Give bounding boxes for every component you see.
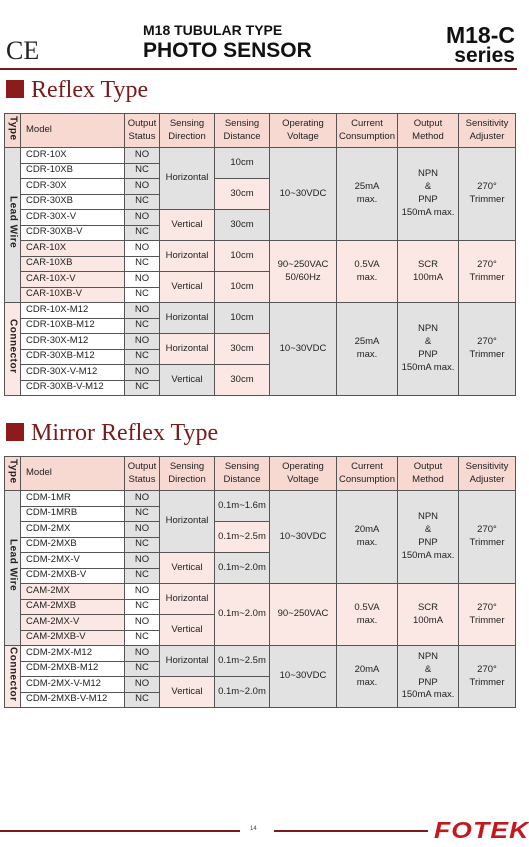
- model-cell: CDM-1MR: [21, 491, 125, 507]
- direction-cell: Horizontal: [160, 584, 215, 615]
- direction-cell: Vertical: [160, 272, 215, 303]
- voltage-cell: 10~30VDC: [270, 646, 337, 708]
- distance-cell: 0.1m~2.5m: [215, 646, 270, 677]
- status-cell: NC: [125, 380, 160, 396]
- status-cell: NC: [125, 630, 160, 646]
- series-label: series: [454, 44, 515, 67]
- adjuster-cell: [459, 241, 516, 303]
- type-connector: [5, 646, 21, 708]
- col-output-status: Output Status: [125, 457, 160, 491]
- bullet-square-icon: [6, 80, 24, 98]
- direction-cell: Horizontal: [160, 148, 215, 210]
- status-cell: NC: [125, 194, 160, 210]
- col-model: Model: [21, 457, 125, 491]
- distance-cell: 0.1m~2.0m: [215, 553, 270, 584]
- col-sensing-direction: Sensing Direction: [160, 457, 215, 491]
- cell-text: NPN: [417, 511, 439, 523]
- cell-text: Lead Wire: [7, 196, 19, 249]
- cell-text: Connector: [7, 319, 19, 374]
- cell-text: Connector: [7, 646, 19, 702]
- col-output-status: Output Status: [125, 114, 160, 148]
- cell-text: 25mA: [354, 336, 380, 348]
- cell-text: NPN: [417, 323, 439, 335]
- cell-text: 100mA: [412, 614, 444, 626]
- distance-cell: 0.1m~2.0m: [215, 677, 270, 708]
- cell-text: 20mA: [354, 663, 380, 675]
- voltage-cell: 90~250VAC: [270, 584, 337, 646]
- cell-text: NPN: [417, 650, 439, 662]
- col-model: Model: [21, 114, 125, 148]
- status-cell: NC: [125, 256, 160, 272]
- cell-text: PNP: [418, 676, 438, 688]
- voltage-cell: [270, 241, 337, 303]
- status-cell: NO: [125, 272, 160, 288]
- adjuster-cell: [459, 491, 516, 584]
- col-output-method: Output Method: [398, 114, 459, 148]
- cell-text: 270°: [477, 336, 497, 348]
- reflex-title: Reflex Type: [31, 77, 149, 103]
- status-cell: NO: [125, 522, 160, 538]
- header-rule: [0, 68, 517, 70]
- direction-cell: Horizontal: [160, 241, 215, 272]
- distance-cell: 30cm: [215, 179, 270, 210]
- status-cell: NC: [125, 661, 160, 677]
- col-type: [5, 457, 21, 491]
- current-cell: [337, 491, 398, 584]
- cell-text: Trimmer: [469, 271, 505, 283]
- distance-cell: 30cm: [215, 334, 270, 365]
- status-cell: NO: [125, 584, 160, 600]
- distance-cell: 30cm: [215, 365, 270, 396]
- model-cell: CDR-30X-M12: [21, 334, 125, 350]
- model-cell: CAM-2MXB: [21, 599, 125, 615]
- current-cell: [337, 303, 398, 396]
- cell-text: PNP: [418, 349, 438, 360]
- cell-text: 20mA: [354, 524, 380, 536]
- voltage-cell: 10~30VDC: [270, 148, 337, 241]
- cell-text: 270°: [477, 258, 497, 270]
- output-method-cell: [398, 148, 459, 241]
- model-cell: CDR-10XB-M12: [21, 318, 125, 334]
- output-method-cell: [398, 646, 459, 708]
- status-cell: NC: [125, 506, 160, 522]
- direction-cell: Horizontal: [160, 334, 215, 365]
- output-method-cell: [398, 241, 459, 303]
- cell-text: 150mA max.: [401, 549, 455, 561]
- distance-cell: 10cm: [215, 303, 270, 334]
- distance-cell: 10cm: [215, 272, 270, 303]
- col-sensing-distance: Sensing Distance: [215, 114, 270, 148]
- model-cell: CDR-30XB-V: [21, 225, 125, 241]
- adjuster-cell: [459, 303, 516, 396]
- cell-text: 100mA: [412, 271, 444, 283]
- cell-text: Trimmer: [469, 676, 505, 688]
- voltage-cell: 10~30VDC: [270, 491, 337, 584]
- cell-text: Trimmer: [469, 194, 505, 205]
- cell-text: max.: [356, 537, 378, 548]
- series-name: M18-C: [445, 22, 515, 48]
- cell-text: 270°: [477, 524, 497, 536]
- cell-text: PNP: [418, 537, 438, 548]
- cell-text: 90~250VAC: [277, 258, 329, 270]
- reflex-section-title: [6, 77, 148, 104]
- model-cell: CAM-2MXB-V: [21, 630, 125, 646]
- distance-cell: 30cm: [215, 210, 270, 241]
- cell-text: PNP: [418, 194, 438, 205]
- current-cell: [337, 148, 398, 241]
- title-line1: M18 TUBULAR TYPE: [143, 22, 283, 38]
- model-cell: CDM-2MX-V: [21, 553, 125, 569]
- page-title: PHOTO SENSOR: [143, 39, 312, 62]
- mirror-table: [4, 456, 516, 708]
- adjuster-cell: [459, 148, 516, 241]
- model-cell: CAR-10XB-V: [21, 287, 125, 303]
- status-cell: NO: [125, 365, 160, 381]
- type-lead-wire: [5, 491, 21, 646]
- cell-text: 150mA max.: [401, 361, 455, 373]
- footer-rule-right: [274, 830, 428, 832]
- direction-cell: Vertical: [160, 615, 215, 646]
- cell-text: 270°: [477, 663, 497, 675]
- model-cell: CDR-30X-V-M12: [21, 365, 125, 381]
- type-lead-wire: [5, 148, 21, 303]
- page-number: 14: [250, 826, 257, 832]
- cell-text: &: [424, 663, 432, 675]
- cell-text: max.: [356, 676, 378, 688]
- cell-text: Type: [7, 115, 19, 141]
- output-method-cell: [398, 303, 459, 396]
- mirror-section-title: [6, 420, 218, 447]
- status-cell: NO: [125, 210, 160, 226]
- cell-text: Trimmer: [469, 614, 505, 626]
- voltage-cell: 10~30VDC: [270, 303, 337, 396]
- status-cell: NO: [125, 334, 160, 350]
- status-cell: NC: [125, 537, 160, 553]
- status-cell: NO: [125, 491, 160, 507]
- model-cell: CAM-2MX-V: [21, 615, 125, 631]
- status-cell: NC: [125, 163, 160, 179]
- cell-text: max.: [356, 614, 378, 626]
- cell-text: max.: [356, 271, 378, 283]
- status-cell: NC: [125, 287, 160, 303]
- status-cell: NC: [125, 599, 160, 615]
- cell-text: 150mA max.: [401, 206, 455, 218]
- output-method-cell: [398, 491, 459, 584]
- model-cell: CDM-2MXB: [21, 537, 125, 553]
- status-cell: NO: [125, 553, 160, 569]
- cell-text: &: [424, 181, 432, 193]
- cell-text: Type: [7, 458, 19, 484]
- col-current-consumption: Current Consumption: [337, 114, 398, 148]
- model-cell: CDR-10X: [21, 148, 125, 164]
- distance-cell: 0.1m~2.0m: [215, 584, 270, 646]
- model-cell: CAM-2MX: [21, 584, 125, 600]
- col-operating-voltage: Operating Voltage: [270, 114, 337, 148]
- status-cell: NC: [125, 318, 160, 334]
- current-cell: [337, 241, 398, 303]
- cell-text: SCR: [417, 258, 439, 270]
- cell-text: 150mA max.: [401, 689, 455, 701]
- current-cell: [337, 646, 398, 708]
- status-cell: NO: [125, 179, 160, 195]
- status-cell: NO: [125, 241, 160, 257]
- model-cell: CDM-2MXB-V-M12: [21, 692, 125, 708]
- direction-cell: Horizontal: [160, 491, 215, 553]
- model-cell: CDM-2MX-V-M12: [21, 677, 125, 693]
- cell-text: &: [424, 336, 432, 348]
- direction-cell: Vertical: [160, 210, 215, 241]
- col-sensing-distance: Sensing Distance: [215, 457, 270, 491]
- col-operating-voltage: Operating Voltage: [270, 457, 337, 491]
- col-type: [5, 114, 21, 148]
- cell-text: NPN: [417, 168, 439, 180]
- model-cell: CDM-2MXB-M12: [21, 661, 125, 677]
- status-cell: NO: [125, 303, 160, 319]
- status-cell: NC: [125, 225, 160, 241]
- bullet-square-icon: [6, 423, 24, 441]
- col-sensitivity-adjuster: Sensitivity Adjuster: [459, 114, 516, 148]
- col-current-consumption: Current Consumption: [337, 457, 398, 491]
- footer-rule-left: [0, 830, 240, 832]
- distance-cell: 0.1m~1.6m: [215, 491, 270, 522]
- cell-text: Lead Wire: [7, 539, 19, 592]
- status-cell: NO: [125, 677, 160, 693]
- model-cell: CDR-30X-V: [21, 210, 125, 226]
- status-cell: NO: [125, 148, 160, 164]
- distance-cell: 10cm: [215, 148, 270, 179]
- model-cell: CDM-2MXB-V: [21, 568, 125, 584]
- type-connector: [5, 303, 21, 396]
- cell-text: SCR: [417, 601, 439, 613]
- distance-cell: 0.1m~2.5m: [215, 522, 270, 553]
- model-cell: CDR-10XB: [21, 163, 125, 179]
- model-cell: CDM-2MX: [21, 522, 125, 538]
- model-cell: CAR-10X-V: [21, 272, 125, 288]
- output-method-cell: [398, 584, 459, 646]
- status-cell: NC: [125, 568, 160, 584]
- distance-cell: 10cm: [215, 241, 270, 272]
- direction-cell: Vertical: [160, 677, 215, 708]
- cell-text: Trimmer: [469, 537, 505, 548]
- col-output-method: Output Method: [398, 457, 459, 491]
- current-cell: [337, 584, 398, 646]
- mirror-title: Mirror Reflex Type: [31, 420, 219, 446]
- cell-text: 50/60Hz: [285, 271, 321, 283]
- cell-text: &: [424, 524, 432, 536]
- model-cell: CDR-30XB-V-M12: [21, 380, 125, 396]
- status-cell: NO: [125, 646, 160, 662]
- model-cell: CDM-2MX-M12: [21, 646, 125, 662]
- col-sensing-direction: Sensing Direction: [160, 114, 215, 148]
- cell-text: 0.5VA: [354, 601, 380, 613]
- col-sensitivity-adjuster: Sensitivity Adjuster: [459, 457, 516, 491]
- direction-cell: Vertical: [160, 553, 215, 584]
- cell-text: max.: [356, 194, 378, 205]
- adjuster-cell: [459, 646, 516, 708]
- status-cell: NO: [125, 615, 160, 631]
- model-cell: CAR-10X: [21, 241, 125, 257]
- cell-text: 25mA: [354, 181, 380, 193]
- direction-cell: Horizontal: [160, 646, 215, 677]
- cell-text: 0.5VA: [354, 258, 380, 270]
- model-cell: CDR-30X: [21, 179, 125, 195]
- cell-text: max.: [356, 349, 378, 360]
- status-cell: NC: [125, 349, 160, 365]
- direction-cell: Vertical: [160, 365, 215, 396]
- model-cell: CDR-10X-M12: [21, 303, 125, 319]
- model-cell: CDR-30XB: [21, 194, 125, 210]
- model-cell: CDM-1MRB: [21, 506, 125, 522]
- adjuster-cell: [459, 584, 516, 646]
- ce-mark: CE: [6, 36, 40, 65]
- cell-text: Trimmer: [469, 349, 505, 360]
- cell-text: 270°: [477, 181, 497, 193]
- cell-text: 270°: [477, 601, 497, 613]
- status-cell: NC: [125, 692, 160, 708]
- reflex-table: [4, 113, 516, 396]
- fotek-logo: FOTEK: [434, 817, 529, 843]
- direction-cell: Horizontal: [160, 303, 215, 334]
- model-cell: CAR-10XB: [21, 256, 125, 272]
- model-cell: CDR-30XB-M12: [21, 349, 125, 365]
